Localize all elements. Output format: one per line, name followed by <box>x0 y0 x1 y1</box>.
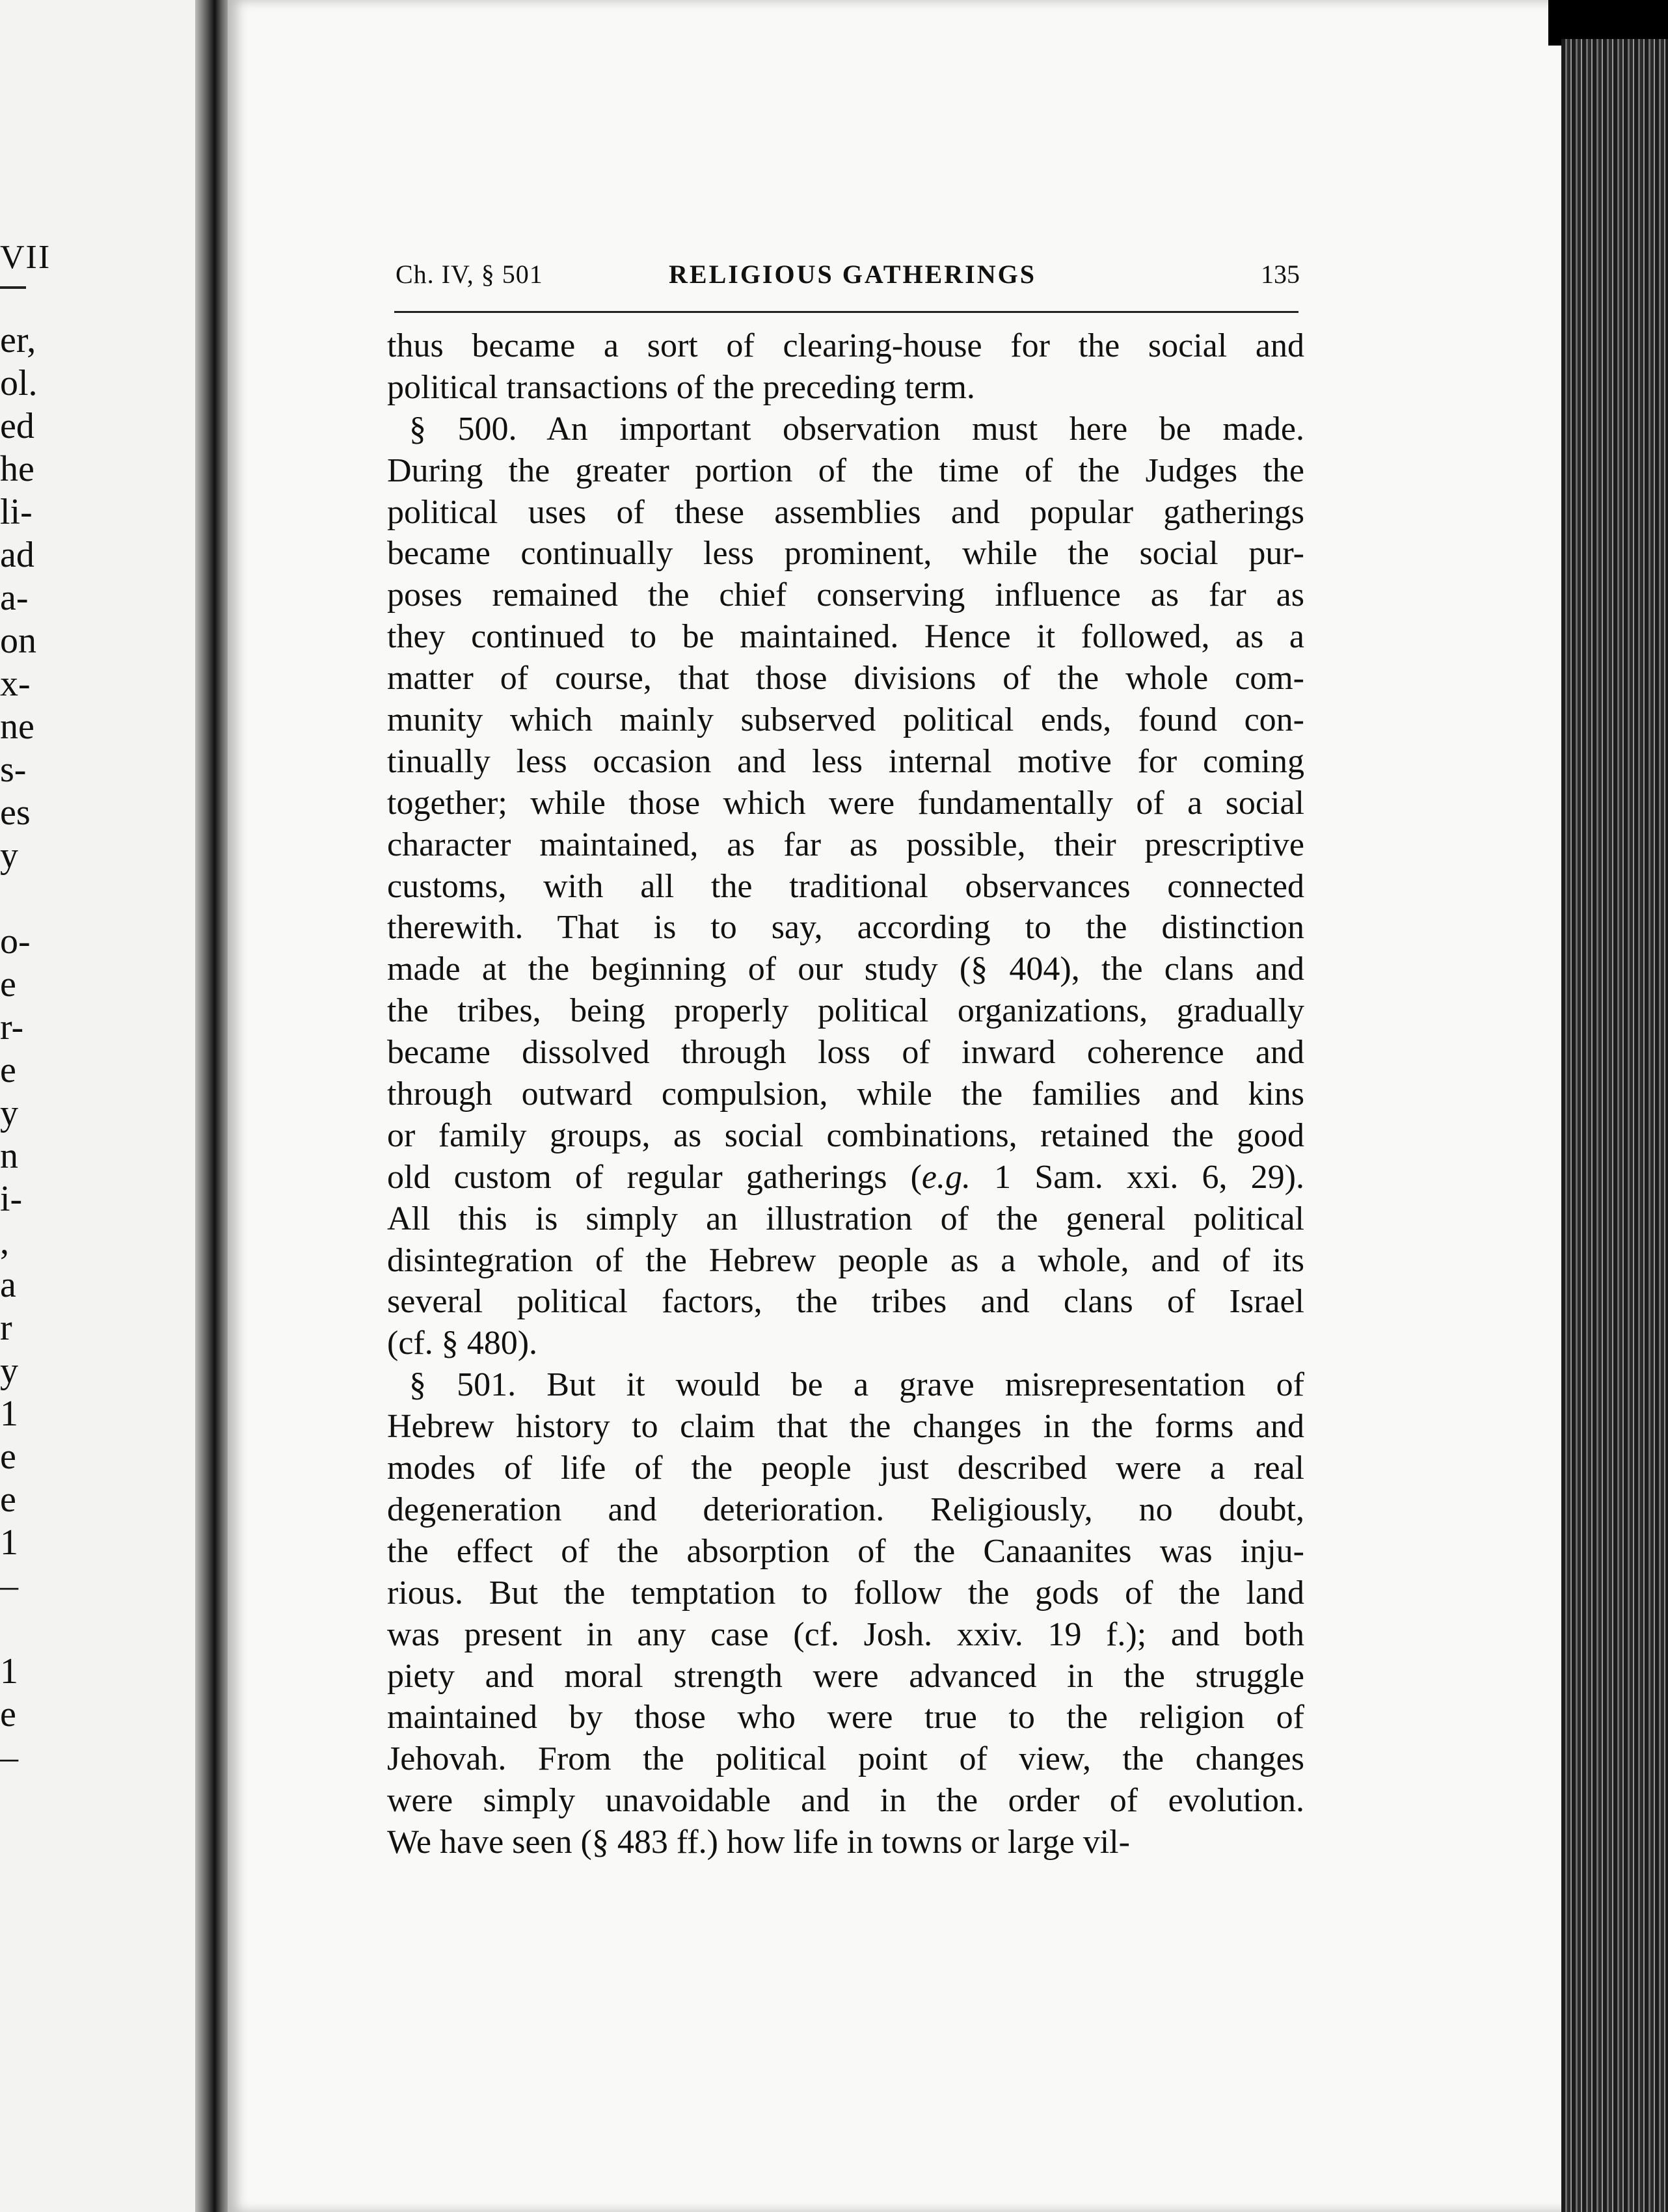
text-line: or family groups, as social combinations, retained the good <box>387 1116 1304 1154</box>
text-line: thus became a sort of clearing-house for the social and <box>387 327 1304 364</box>
text-line: therewith. That is to say, according to the distinction <box>387 909 1304 947</box>
previous-page-fragment: r- <box>0 1007 24 1047</box>
text-line: maintained by those who were true to the religion of <box>387 1699 1304 1736</box>
chapter-section-ref: Ch. IV, § 501 <box>396 260 543 289</box>
text-line: tinually less occasion and less internal motive for coming <box>387 742 1304 780</box>
previous-page-fragment: e <box>0 1479 16 1520</box>
previous-page-fragment: a <box>0 1265 16 1305</box>
previous-page-fragment: 1 <box>0 1394 18 1434</box>
previous-page-fragment: i- <box>0 1179 23 1219</box>
text-line: All this is simply an illustration of the general political <box>387 1200 1304 1237</box>
text-line: matter of course, that those divisions of the whole com- <box>387 660 1304 697</box>
text-line: During the greater portion of the time of the Judges the <box>387 452 1304 489</box>
text-line: piety and moral strength were advanced in the struggle <box>387 1657 1304 1695</box>
header-rule <box>394 311 1298 313</box>
running-title: RELIGIOUS GATHERINGS <box>669 260 1036 289</box>
previous-page-edge <box>0 0 206 2212</box>
previous-page-fragment: ed <box>0 406 34 446</box>
text-line: Jehovah. From the political point of view, the changes <box>387 1740 1304 1778</box>
previous-page-fragment: o- <box>0 921 31 962</box>
page-stack-edge <box>1561 39 1668 2212</box>
text-line: the effect of the absorption of the Canaanites was inju- <box>387 1532 1304 1570</box>
previous-page-fragment: – <box>0 1565 18 1606</box>
text-line: old custom of regular gatherings (e.g. 1 Sam. xxi. 6, 29). <box>387 1158 1305 1196</box>
previous-page-fragment: es <box>0 792 31 833</box>
text-line: Hebrew history to claim that the changes in the forms and <box>387 1408 1304 1446</box>
previous-page-fragment: n <box>0 1136 18 1176</box>
text-line: We have seen (§ 483 ff.) how life in towns or large vil- <box>387 1824 1130 1861</box>
previous-page-fragment: ad <box>0 535 34 575</box>
previous-page-fragment: er, <box>0 320 36 360</box>
previous-page-fragment: s- <box>0 749 27 790</box>
text-line: were simply unavoidable and in the order of evolution. <box>387 1782 1304 1820</box>
previous-page-fragment: he <box>0 449 34 489</box>
text-line: customs, with all the traditional observances connected <box>387 867 1304 905</box>
text-line: became dissolved through loss of inward coherence and <box>387 1034 1304 1072</box>
previous-page-fragment: ol. <box>0 363 38 403</box>
previous-page-fragment: li- <box>0 492 33 532</box>
previous-page-text-fragments <box>0 319 78 1779</box>
text-line: munity which mainly subserved political ends, found con- <box>387 701 1304 739</box>
previous-page-fragment: 1 <box>0 1522 18 1563</box>
previous-page-fragment: x- <box>0 664 31 704</box>
page-number: 135 <box>1261 260 1300 289</box>
text-line: they continued to be maintained. Hence it followed, as a <box>387 618 1304 656</box>
previous-page-fragment: y <box>0 1351 18 1391</box>
previous-page-fragment: e <box>0 1436 16 1477</box>
previous-page-fragment: y <box>0 835 18 876</box>
text-line: rious. But the temptation to follow the gods of the land <box>387 1574 1304 1612</box>
text-line: the tribes, being properly political organizations, gradually <box>387 992 1304 1030</box>
text-line: through outward compulsion, while the families and kins <box>387 1075 1304 1113</box>
previous-page-fragment <box>0 877 78 920</box>
previous-page-fragment <box>0 1607 78 1650</box>
text-line: became continually less prominent, while the social pur- <box>387 535 1304 573</box>
previous-page-fragment: a- <box>0 578 29 618</box>
previous-page-fragment: y <box>0 1093 18 1133</box>
text-line: poses remained the chief conserving influence as far as <box>387 576 1304 614</box>
text-line: was present in any case (cf. Josh. xxiv. 19 f.); and both <box>387 1615 1304 1653</box>
text-line: made at the beginning of our study (§ 404), the clans and <box>387 951 1304 988</box>
previous-page-header: VII <box>0 239 51 276</box>
text-line: character maintained, as far as possible, their prescriptive <box>387 826 1304 863</box>
text-line: modes of life of the people just described were a real <box>387 1450 1304 1487</box>
previous-page-fragment: on <box>0 621 36 661</box>
previous-page-fragment: e <box>0 1694 16 1734</box>
running-head <box>396 259 1306 295</box>
previous-page-fragment: e <box>0 964 16 1005</box>
previous-page-fragment: 1 <box>0 1651 18 1692</box>
text-line: degeneration and deterioration. Religiously, no doubt, <box>387 1490 1304 1528</box>
text-line: § 501. But it would be a grave misrepresentation of <box>409 1366 1304 1404</box>
body-text <box>387 325 1304 1863</box>
text-line: together; while those which were fundamentally of a social <box>387 784 1304 822</box>
text-line: § 500. An important observation must here be made. <box>409 410 1304 448</box>
previous-page-fragment: – <box>0 1737 18 1777</box>
text-line: disintegration of the Hebrew people as a whole, and of its <box>387 1241 1304 1279</box>
text-line: political uses of these assemblies and popular gatherings <box>387 493 1304 531</box>
previous-page-header-rule <box>0 286 26 289</box>
previous-page-fragment: ne <box>0 707 34 747</box>
text-line: several political factors, the tribes and clans of Israel <box>387 1283 1304 1321</box>
previous-page-fragment: r <box>0 1308 12 1348</box>
text-line: (cf. § 480). <box>387 1325 538 1362</box>
text-line: political transactions of the preceding term. <box>387 368 975 406</box>
previous-page-fragment: e <box>0 1050 16 1090</box>
previous-page-fragment: , <box>0 1222 9 1262</box>
